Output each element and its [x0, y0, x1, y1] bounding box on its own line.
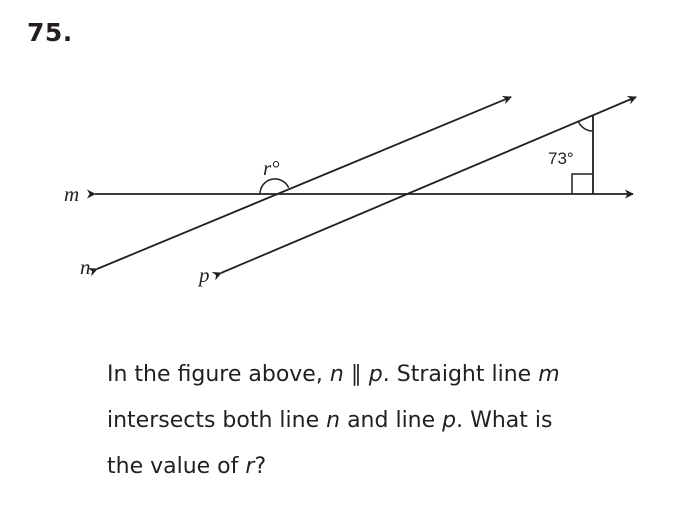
q1-parallel-symbol: ∥	[343, 362, 369, 387]
q2-var-n: n	[326, 408, 341, 433]
q2-var-p: p	[442, 408, 457, 433]
q1-text-2: . Straight line	[382, 362, 539, 387]
angle-73-arc	[579, 122, 594, 131]
q1-text-1: In the figure above,	[107, 362, 330, 387]
line-n-label: n	[80, 255, 91, 279]
q1-var-p: p	[368, 362, 383, 387]
question-text	[107, 352, 697, 490]
line-m-label: m	[64, 182, 80, 206]
question-line-1	[107, 352, 697, 398]
q3-var-r: r	[245, 454, 255, 479]
q2-text-2: and line	[340, 408, 443, 433]
q1-var-m: m	[538, 362, 560, 387]
line-p	[221, 97, 636, 273]
angle-73-label: 73°	[548, 149, 574, 168]
right-angle-marker	[572, 174, 593, 194]
line-n	[97, 97, 511, 269]
q2-text-1: intersects both line	[107, 408, 327, 433]
question-number: 75.	[27, 18, 73, 47]
q3-text-1: the value of	[107, 454, 246, 479]
q3-text-2: ?	[254, 454, 267, 479]
q2-text-3: . What is	[456, 408, 553, 433]
question-line-2	[107, 398, 697, 444]
angle-r-label: r°	[263, 156, 280, 180]
line-p-label: p	[199, 263, 210, 287]
q1-var-n: n	[329, 362, 344, 387]
question-line-3	[107, 444, 697, 490]
